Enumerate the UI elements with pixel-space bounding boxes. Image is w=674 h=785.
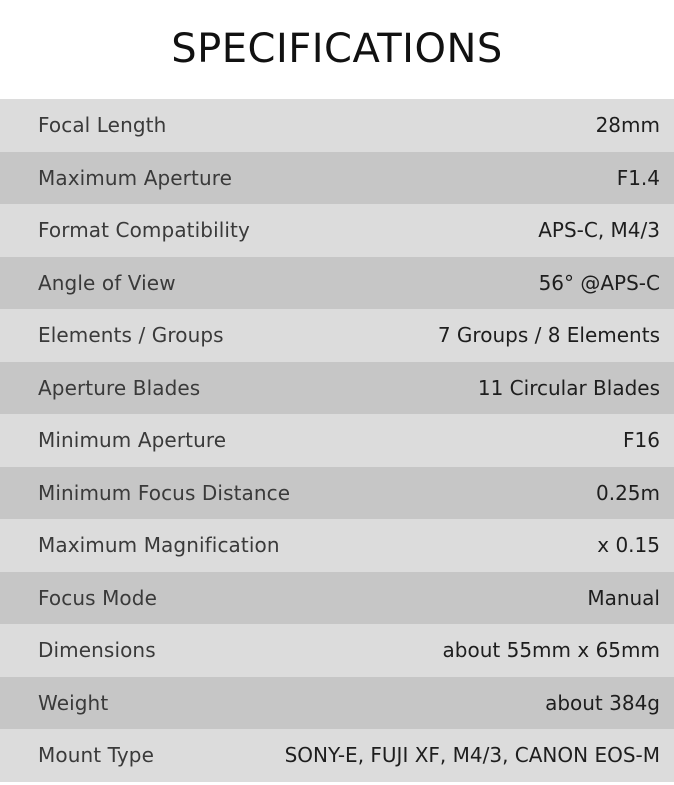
spec-row-angle-of-view [0,257,674,310]
spec-value: 11 Circular Blades [477,375,660,400]
spec-row-maximum-aperture [0,152,674,205]
spec-value: SONY-E, FUJI XF, M4/3, CANON EOS-M [284,743,660,768]
spec-row-minimum-aperture [0,414,674,467]
spec-row-elements-groups [0,309,674,362]
spec-label: Focus Mode [38,585,157,610]
spec-label: Mount Type [38,743,154,768]
spec-row-dimensions [0,624,674,677]
spec-row-minimum-focus-distance [0,467,674,520]
spec-row-aperture-blades [0,362,674,415]
spec-value: x 0.15 [597,533,660,558]
spec-label: Format Compatibility [38,218,250,243]
spec-value: 7 Groups / 8 Elements [437,323,660,348]
spec-label: Minimum Focus Distance [38,480,291,505]
spec-label: Angle of View [38,270,176,295]
spec-label: Minimum Aperture [38,428,227,453]
spec-value: 0.25m [595,480,660,505]
spec-value: 28mm [595,113,660,138]
spec-row-mount-type [0,729,674,782]
spec-row-weight [0,677,674,730]
spec-row-format-compatibility [0,204,674,257]
spec-value: about 55mm x 65mm [442,638,660,663]
spec-value: 56° @APS-C [538,270,660,295]
spec-value: F16 [623,428,660,453]
spec-label: Dimensions [38,638,156,663]
spec-value: APS-C, M4/3 [538,218,660,243]
spec-label: Weight [38,690,109,715]
spec-row-maximum-magnification [0,519,674,572]
spec-value: Manual [587,585,660,610]
spec-label: Aperture Blades [38,375,201,400]
spec-value: about 384g [545,690,660,715]
spec-row-focus-mode [0,572,674,625]
spec-label: Focal Length [38,113,167,138]
spec-label: Maximum Aperture [38,165,233,190]
spec-row-focal-length [0,99,674,152]
spec-table [0,99,674,782]
page-title: SPECIFICATIONS [171,26,503,72]
spec-value: F1.4 [616,165,660,190]
spec-label: Maximum Magnification [38,533,280,558]
spec-label: Elements / Groups [38,323,224,348]
